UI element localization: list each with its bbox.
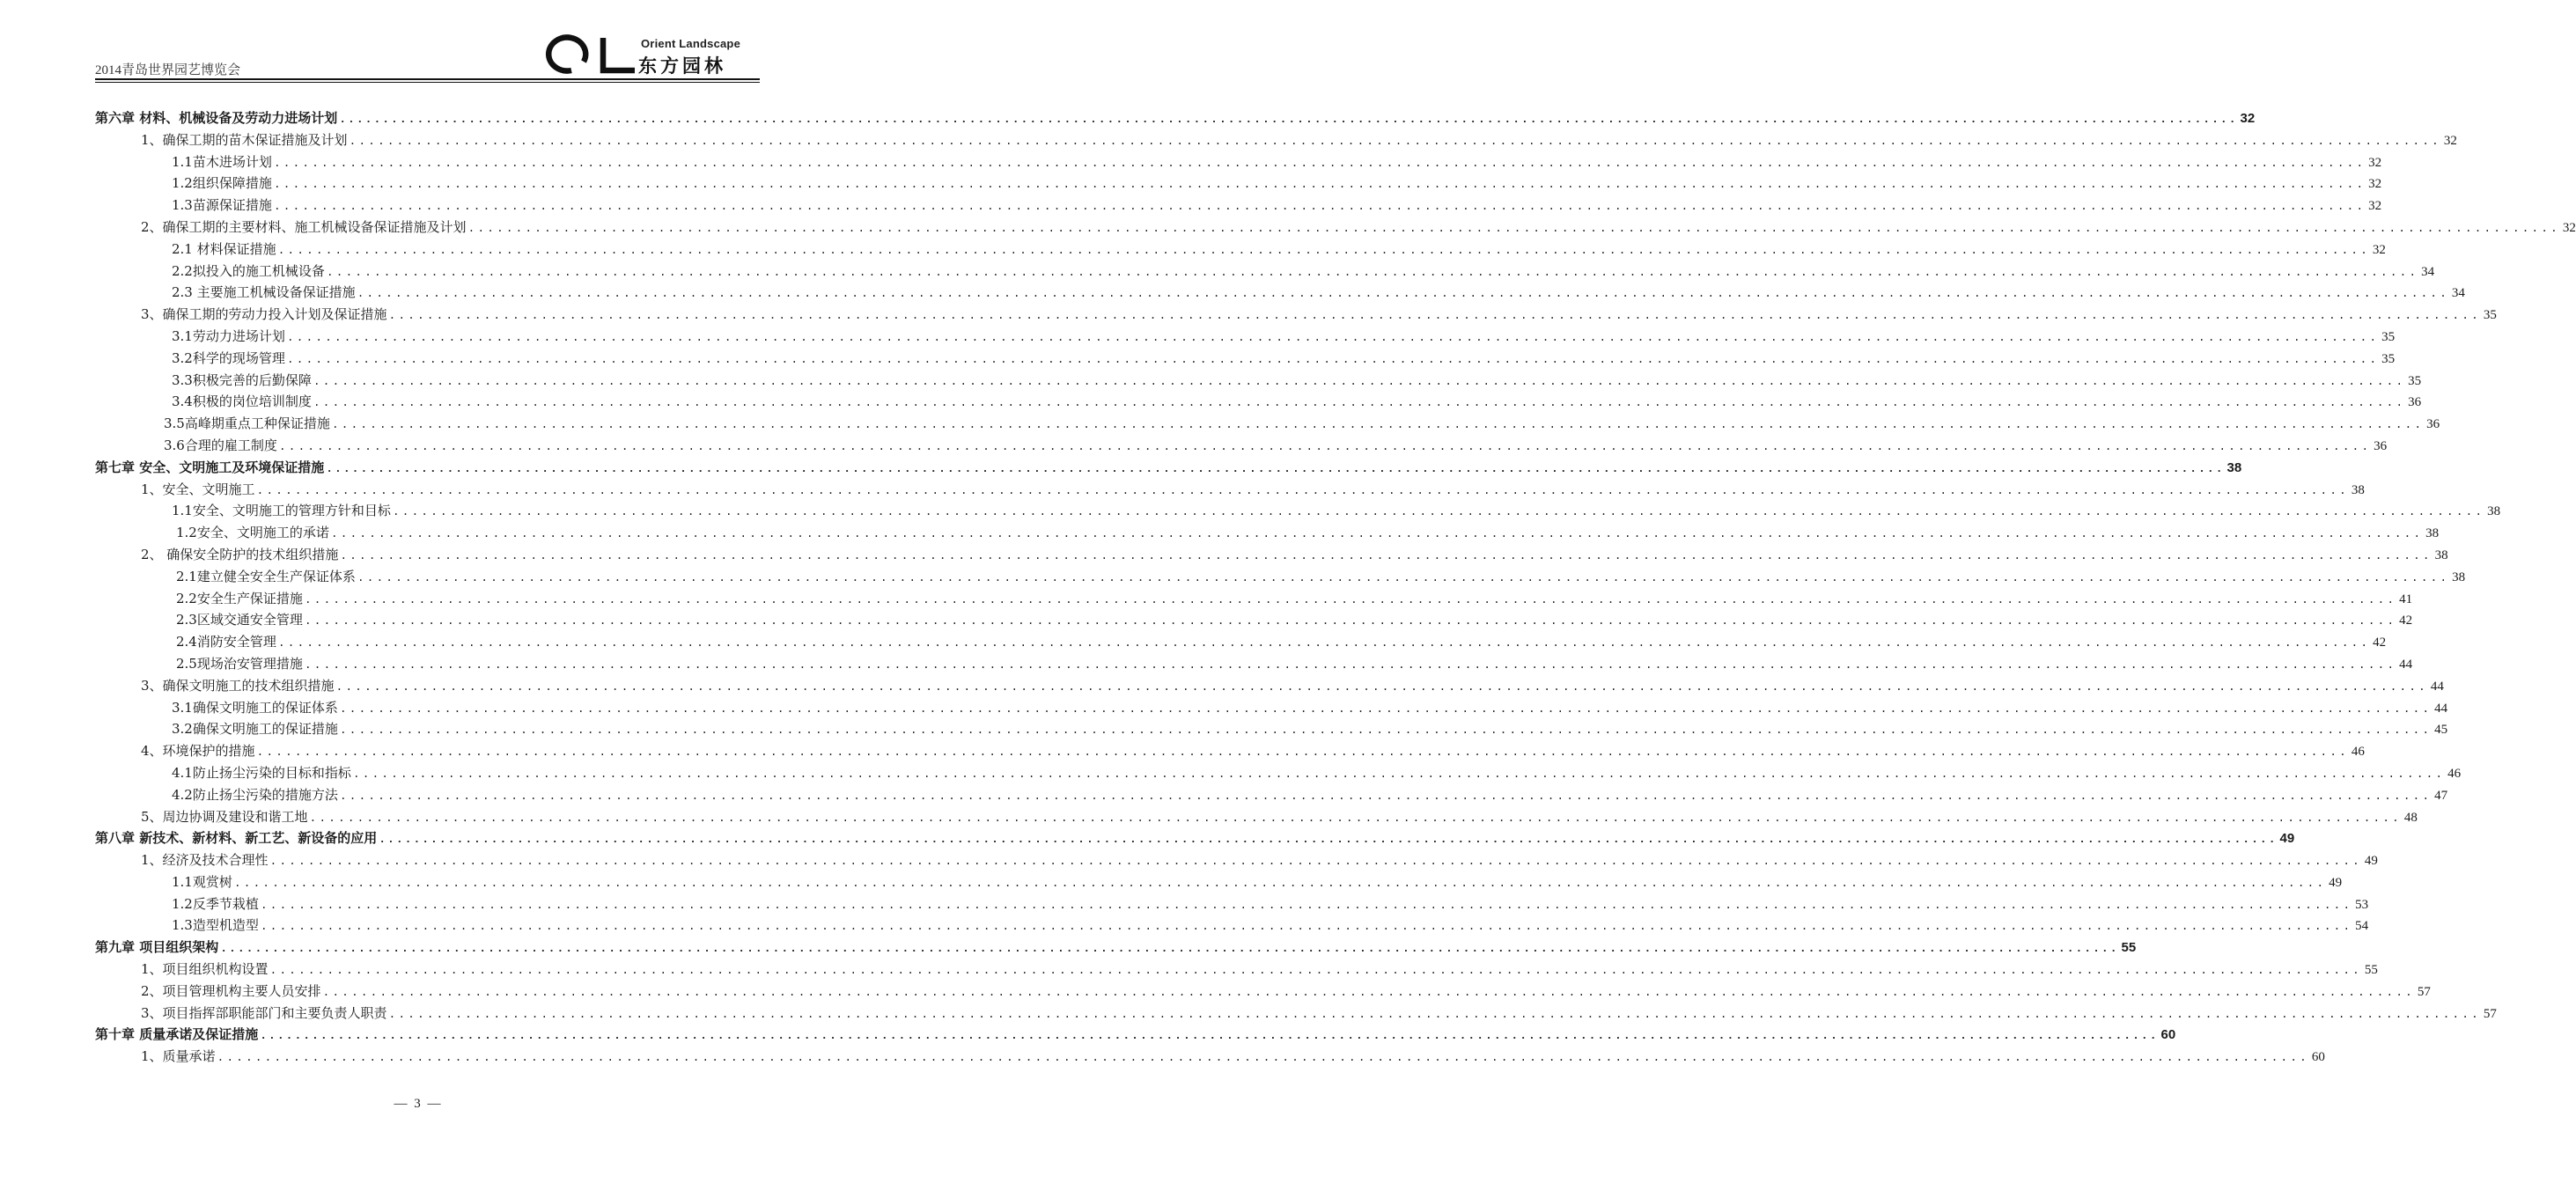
toc-page-number: 38: [2452, 569, 2466, 584]
toc-entry[interactable]: [95, 566, 2466, 588]
toc-page-number: 38: [2487, 504, 2501, 519]
toc-page-number: 57: [2417, 984, 2431, 999]
toc-leader-dots: ............................................................................................................................................................................................................................: [379, 833, 2278, 847]
toc-page-number: 47: [2434, 788, 2448, 803]
toc-leader-dots: ............................................................................................................................................................................................................................: [339, 702, 2432, 716]
toc-entry-title: 3.1劳动力进场计划: [172, 327, 285, 344]
toc-leader-dots: ............................................................................................................................................................................................................................: [217, 1051, 2309, 1065]
toc-entry-title: 3、确保工期的劳动力投入计划及保证措施: [141, 306, 387, 323]
toc-entry-title: 2、确保工期的主要材料、施工机械设备保证措施及计划: [141, 218, 467, 235]
toc-entry-title: 2.1 材料保证措施: [172, 240, 276, 257]
toc-entry-title: 3、确保文明施工的技术组织措施: [141, 677, 335, 694]
toc-page-number: 60: [2311, 1050, 2325, 1065]
toc-entry[interactable]: [95, 435, 2388, 457]
toc-page-number: 38: [2226, 459, 2242, 475]
toc-entry[interactable]: [95, 1046, 2325, 1068]
toc-page-number: 44: [2399, 657, 2413, 672]
toc-leader-dots: ............................................................................................................................................................................................................................: [304, 614, 2397, 628]
toc-leader-dots: ............................................................................................................................................................................................................................: [326, 461, 2225, 475]
toc-page-number: 53: [2355, 897, 2369, 912]
toc-entry-title: 2.3 主要施工机械设备保证措施: [172, 284, 356, 301]
toc-leader-dots: ............................................................................................................................................................................................................................: [273, 200, 2366, 214]
toc-entry-title: 1.1安全、文明施工的管理方针和目标: [172, 503, 391, 519]
toc-chapter-entry[interactable]: [95, 1024, 2176, 1046]
toc-leader-dots: ............................................................................................................................................................................................................................: [331, 418, 2425, 432]
toc-leader-dots: ............................................................................................................................................................................................................................: [326, 265, 2419, 279]
toc-page-number: 32: [2368, 199, 2382, 214]
toc-entry-title: 4.1防止扬尘污染的目标和指标: [172, 764, 351, 781]
toc-entry[interactable]: [95, 981, 2431, 1003]
toc-leader-dots: ............................................................................................................................................................................................................................: [233, 876, 2327, 890]
toc-entry-title: 3.2科学的现场管理: [172, 349, 285, 366]
toc-entry-title: 5、周边协调及建设和谐工地: [141, 808, 308, 825]
toc-entry-title: 第九章 项目组织架构: [95, 939, 219, 956]
toc-leader-dots: ............................................................................................................................................................................................................................: [256, 483, 2349, 497]
toc-entry[interactable]: [95, 893, 2369, 915]
toc-entry-title: 3.1确保文明施工的保证体系: [172, 699, 338, 716]
toc-entry[interactable]: [95, 479, 2365, 501]
toc-leader-dots: ............................................................................................................................................................................................................................: [357, 570, 2450, 584]
toc-entry-title: 3、项目指挥部职能部门和主要负责人职责: [141, 1004, 387, 1021]
toc-chapter-entry[interactable]: [95, 827, 2295, 849]
toc-leader-dots: ............................................................................................................................................................................................................................: [339, 724, 2432, 738]
toc-leader-dots: ............................................................................................................................................................................................................................: [269, 855, 2362, 869]
toc-entry[interactable]: [95, 740, 2365, 762]
toc-page-number: 32: [2240, 111, 2256, 126]
toc-entry-title: 1、经济及技术合理性: [141, 852, 269, 869]
toc-entry[interactable]: [95, 348, 2396, 370]
toc-entry-title: 2、项目管理机构主要人员安排: [141, 982, 321, 999]
toc-entry[interactable]: [95, 762, 2462, 784]
toc-entry[interactable]: [95, 195, 2382, 217]
toc-page-number: 46: [2351, 745, 2365, 760]
toc-entry[interactable]: [95, 1003, 2497, 1025]
toc-page-number: 34: [2421, 264, 2435, 279]
document-title: 2014青岛世界园艺博览会: [95, 63, 241, 77]
toc-page-number: 38: [2351, 482, 2365, 497]
toc-entry[interactable]: [95, 522, 2440, 544]
toc-leader-dots: ............................................................................................................................................................................................................................: [278, 439, 2372, 453]
toc-entry-title: 4.2防止扬尘污染的措施方法: [172, 786, 338, 803]
toc-leader-dots: ............................................................................................................................................................................................................................: [467, 221, 2560, 235]
toc-entry-title: 2.2拟投入的施工机械设备: [172, 262, 325, 279]
toc-entry-title: 1、安全、文明施工: [141, 481, 255, 497]
toc-entry-title: 第八章 新技术、新材料、新工艺、新设备的应用: [95, 830, 378, 847]
toc-leader-dots: ............................................................................................................................................................................................................................: [335, 680, 2428, 694]
toc-leader-dots: ............................................................................................................................................................................................................................: [330, 527, 2424, 541]
toc-entry[interactable]: [95, 370, 2422, 392]
toc-page-number: 32: [2443, 133, 2457, 148]
page-number: — 3 —: [394, 1097, 443, 1111]
toc-leader-dots: ............................................................................................................................................................................................................................: [340, 548, 2432, 562]
toc-leader-dots: ............................................................................................................................................................................................................................: [273, 156, 2366, 170]
toc-entry[interactable]: [95, 544, 2448, 566]
toc-page-number: 32: [2368, 155, 2382, 170]
toc-leader-dots: ............................................................................................................................................................................................................................: [260, 898, 2353, 912]
toc-leader-dots: ............................................................................................................................................................................................................................: [286, 352, 2380, 366]
toc-leader-dots: ............................................................................................................................................................................................................................: [260, 920, 2353, 934]
page-header: [95, 26, 760, 81]
company-logo: [540, 28, 760, 76]
toc-page-number: 57: [2483, 1006, 2497, 1021]
toc-entry-title: 3.5高峰期重点工种保证措施: [164, 415, 330, 432]
toc-entry[interactable]: [95, 326, 2396, 348]
toc-entry[interactable]: [95, 915, 2369, 937]
toc-page-number: 49: [2329, 875, 2343, 890]
toc-leader-dots: ............................................................................................................................................................................................................................: [313, 396, 2406, 410]
toc-page-number: 35: [2483, 308, 2497, 323]
toc-page-number: 35: [2381, 329, 2396, 344]
toc-entry[interactable]: [95, 173, 2382, 195]
logo-chinese-name: 东方园林: [638, 55, 726, 77]
toc-page-number: 32: [2368, 177, 2382, 192]
toc-entry-title: 1.2安全、文明施工的承诺: [176, 525, 329, 541]
toc-entry-title: 2.2安全生产保证措施: [176, 590, 303, 606]
toc-leader-dots: ............................................................................................................................................................................................................................: [220, 942, 2119, 956]
table-of-contents: [95, 107, 2576, 1068]
toc-entry[interactable]: [95, 849, 2378, 871]
toc-page-number: 35: [2381, 351, 2396, 366]
toc-leader-dots: ............................................................................................................................................................................................................................: [269, 964, 2362, 978]
toc-entry[interactable]: [95, 239, 2386, 261]
toc-leader-dots: ............................................................................................................................................................................................................................: [304, 592, 2397, 606]
toc-entry[interactable]: [95, 631, 2387, 653]
header-rule-thick: [95, 78, 760, 80]
toc-entry[interactable]: [95, 261, 2435, 283]
toc-entry[interactable]: [95, 217, 2576, 239]
toc-leader-dots: ............................................................................................................................................................................................................................: [349, 134, 2441, 148]
toc-entry[interactable]: [95, 653, 2413, 675]
toc-leader-dots: ............................................................................................................................................................................................................................: [352, 767, 2446, 781]
toc-entry-title: 1、确保工期的苗木保证措施及计划: [141, 131, 348, 148]
toc-leader-dots: ............................................................................................................................................................................................................................: [304, 658, 2397, 672]
toc-page-number: 36: [2426, 417, 2440, 432]
toc-entry[interactable]: [95, 151, 2382, 173]
toc-leader-dots: ............................................................................................................................................................................................................................: [339, 113, 2238, 126]
toc-page-number: 38: [2425, 526, 2440, 541]
toc-page-number: 42: [2399, 614, 2413, 628]
toc-page-number: 60: [2160, 1027, 2176, 1043]
toc-leader-dots: ............................................................................................................................................................................................................................: [273, 178, 2366, 192]
toc-page-number: 42: [2373, 636, 2387, 650]
toc-chapter-entry[interactable]: [95, 457, 2242, 479]
toc-entry-title: 第七章 安全、文明施工及环境保证措施: [95, 459, 325, 475]
toc-entry-title: 1.3造型机造型: [172, 917, 259, 934]
toc-page-number: 55: [2364, 963, 2378, 978]
toc-page-number: 49: [2279, 831, 2295, 847]
toc-entry[interactable]: [95, 304, 2497, 326]
toc-page-number: 48: [2403, 810, 2418, 825]
toc-entry-title: 第十章 质量承诺及保证措施: [95, 1026, 259, 1043]
toc-page-number: 36: [2408, 395, 2422, 410]
toc-entry-title: 第六章 材料、机械设备及劳动力进场计划: [95, 110, 338, 126]
toc-entry-title: 3.4积极的岗位培训制度: [172, 393, 312, 410]
toc-leader-dots: ............................................................................................................................................................................................................................: [339, 789, 2432, 803]
toc-entry-title: 2、 确保安全防护的技术组织措施: [141, 546, 339, 562]
toc-leader-dots: ............................................................................................................................................................................................................................: [392, 505, 2485, 519]
toc-page-number: 32: [2562, 220, 2576, 235]
toc-page-number: 54: [2355, 919, 2369, 934]
toc-leader-dots: ............................................................................................................................................................................................................................: [322, 985, 2415, 999]
toc-entry[interactable]: [95, 718, 2448, 740]
toc-entry-title: 1、质量承诺: [141, 1048, 216, 1065]
toc-page-number: 44: [2430, 679, 2444, 694]
toc-entry-title: 4、环境保护的措施: [141, 743, 255, 760]
toc-leader-dots: ............................................................................................................................................................................................................................: [256, 746, 2349, 760]
toc-page-number: 55: [2121, 940, 2137, 956]
toc-entry-title: 3.2确保文明施工的保证措施: [172, 721, 338, 738]
toc-entry[interactable]: [95, 588, 2413, 610]
toc-entry-title: 2.3区域交通安全管理: [176, 612, 303, 628]
toc-entry[interactable]: [95, 806, 2418, 828]
toc-page-number: 49: [2364, 854, 2378, 869]
toc-chapter-entry[interactable]: [95, 937, 2137, 959]
toc-entry[interactable]: [95, 413, 2440, 435]
toc-entry-title: 2.5现场治安管理措施: [176, 655, 303, 672]
toc-entry[interactable]: [95, 129, 2457, 151]
toc-entry-title: 1.1苗木进场计划: [172, 153, 272, 170]
toc-leader-dots: ............................................................................................................................................................................................................................: [357, 287, 2449, 301]
toc-entry[interactable]: [95, 675, 2444, 697]
logo-english-name: Orient Landscape: [641, 37, 741, 50]
ol-logo-mark-icon: [540, 35, 637, 74]
toc-page-number: 41: [2399, 592, 2413, 606]
toc-entry-title: 3.6合理的雇工制度: [164, 437, 277, 453]
toc-leader-dots: ............................................................................................................................................................................................................................: [277, 243, 2370, 257]
toc-page-number: 35: [2408, 373, 2422, 388]
toc-page-number: 46: [2447, 766, 2462, 781]
toc-entry-title: 1.2组织保障措施: [172, 175, 272, 192]
toc-entry-title: 1.1观赏树: [172, 873, 232, 890]
toc-entry[interactable]: [95, 282, 2465, 304]
toc-entry-title: 1、项目组织机构设置: [141, 961, 269, 978]
toc-entry[interactable]: [95, 697, 2448, 719]
toc-page-number: 44: [2434, 701, 2448, 716]
toc-entry[interactable]: [95, 784, 2448, 806]
toc-entry-title: 3.3积极完善的后勤保障: [172, 371, 312, 388]
toc-page-number: 36: [2374, 438, 2388, 453]
toc-entry[interactable]: [95, 959, 2378, 981]
toc-entry[interactable]: [95, 871, 2343, 893]
toc-leader-dots: ............................................................................................................................................................................................................................: [277, 636, 2371, 650]
toc-leader-dots: ............................................................................................................................................................................................................................: [309, 811, 2402, 825]
toc-page-number: 38: [2434, 547, 2448, 562]
header-rule-thin: [95, 82, 760, 83]
toc-leader-dots: ............................................................................................................................................................................................................................: [313, 374, 2406, 388]
toc-entry-title: 2.4消防安全管理: [176, 634, 276, 650]
toc-leader-dots: ............................................................................................................................................................................................................................: [388, 1007, 2481, 1021]
toc-entry-title: 2.1建立健全安全生产保证体系: [176, 568, 356, 584]
toc-entry[interactable]: [95, 500, 2501, 522]
toc-page-number: 34: [2451, 286, 2465, 301]
toc-leader-dots: ............................................................................................................................................................................................................................: [260, 1029, 2159, 1043]
toc-chapter-entry[interactable]: [95, 107, 2256, 129]
toc-entry[interactable]: [95, 609, 2413, 631]
toc-entry-title: 1.3苗源保证措施: [172, 197, 272, 214]
toc-page-number: 32: [2372, 242, 2386, 257]
toc-entry[interactable]: [95, 391, 2422, 413]
toc-page-number: 45: [2434, 723, 2448, 738]
toc-leader-dots: ............................................................................................................................................................................................................................: [388, 309, 2481, 323]
toc-entry-title: 1.2反季节栽植: [172, 895, 259, 912]
toc-leader-dots: ............................................................................................................................................................................................................................: [286, 330, 2380, 344]
